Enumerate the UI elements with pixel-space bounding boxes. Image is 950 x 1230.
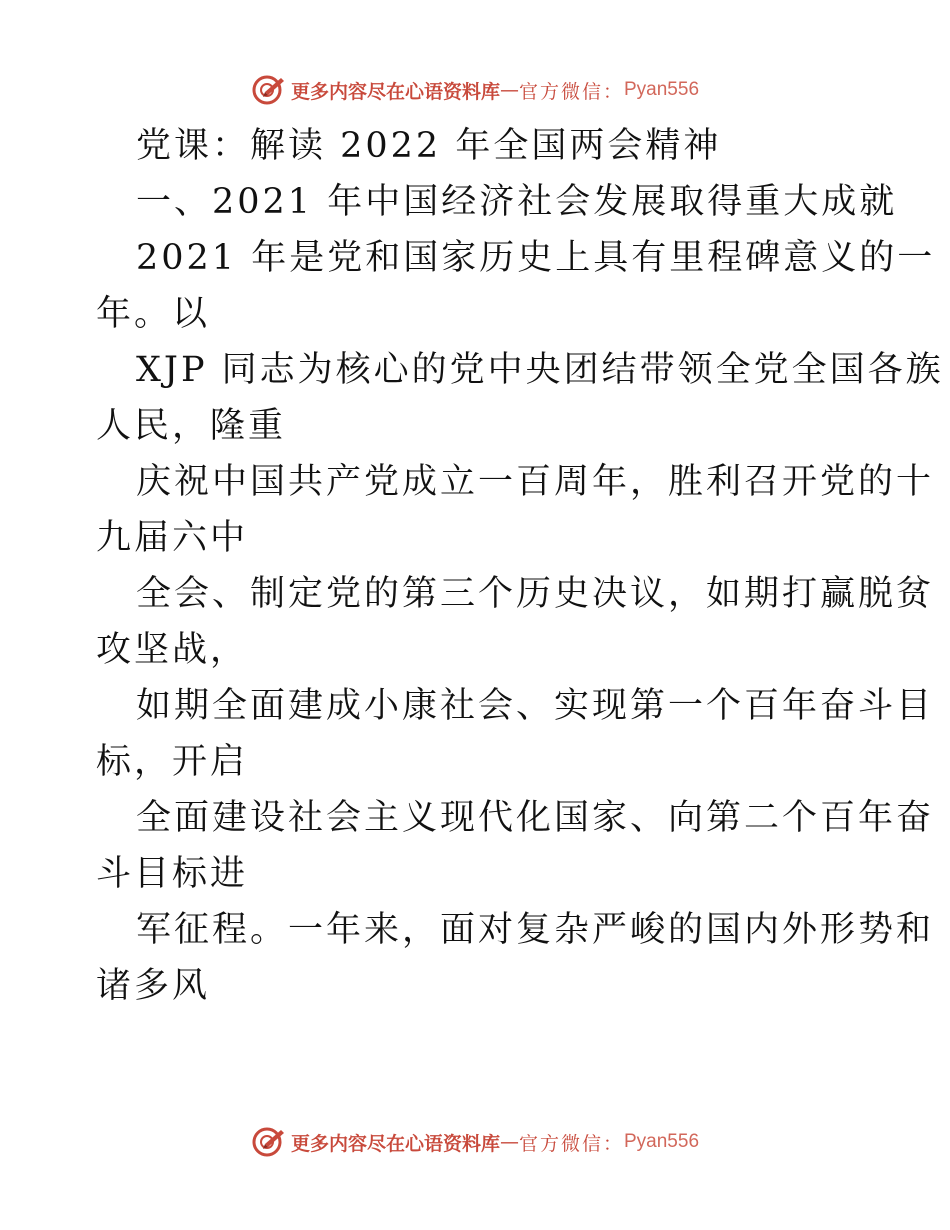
paragraph-line: 斗目标进: [96, 854, 249, 894]
document-body: [96, 118, 944, 1014]
paragraph-line: XJP 同志为核心的党中央团结带领全党全国各族: [136, 350, 944, 390]
pen-logo-icon: [251, 1124, 287, 1160]
paragraph-line: 军征程。一年来，面对复杂严峻的国内外形势和: [136, 910, 935, 950]
paragraph-line: 全会、制定党的第三个历史决议，如期打赢脱贫: [136, 574, 935, 614]
pen-logo-icon: [251, 72, 287, 108]
paragraph-line: 庆祝中国共产党成立一百周年，胜利召开党的十: [136, 462, 935, 502]
section-heading: 一、2021 年中国经济社会发展取得重大成就: [136, 182, 898, 222]
paragraph-line: 标，开启: [96, 742, 249, 782]
document-title: 党课：解读 2022 年全国两会精神: [136, 126, 722, 166]
paragraph-line: 攻坚战，: [96, 630, 249, 670]
paragraph-line: 全面建设社会主义现代化国家、向第二个百年奋: [136, 798, 935, 838]
paragraph-line: 2021 年是党和国家历史上具有里程碑意义的一: [136, 238, 936, 278]
header-watermark: [0, 72, 950, 108]
footer-watermark: [0, 1124, 950, 1160]
wechat-label: 官方微信：: [518, 1132, 624, 1155]
library-text: 更多内容尽在心语资料库: [290, 1132, 500, 1155]
paragraph-line: 九届六中: [96, 518, 249, 558]
paragraph-line: 年。以: [96, 294, 211, 334]
separator-dash: —: [499, 1131, 519, 1153]
paragraph-line: 诸多风: [96, 966, 211, 1006]
paragraph-line: 人民，隆重: [96, 406, 287, 446]
wechat-id: Pyan556: [624, 79, 700, 100]
wechat-label: 官方微信：: [518, 80, 624, 103]
library-text: 更多内容尽在心语资料库: [290, 80, 500, 103]
paragraph-line: 如期全面建成小康社会、实现第一个百年奋斗目: [136, 686, 935, 726]
separator-dash: —: [499, 79, 519, 101]
wechat-id: Pyan556: [624, 1131, 700, 1152]
